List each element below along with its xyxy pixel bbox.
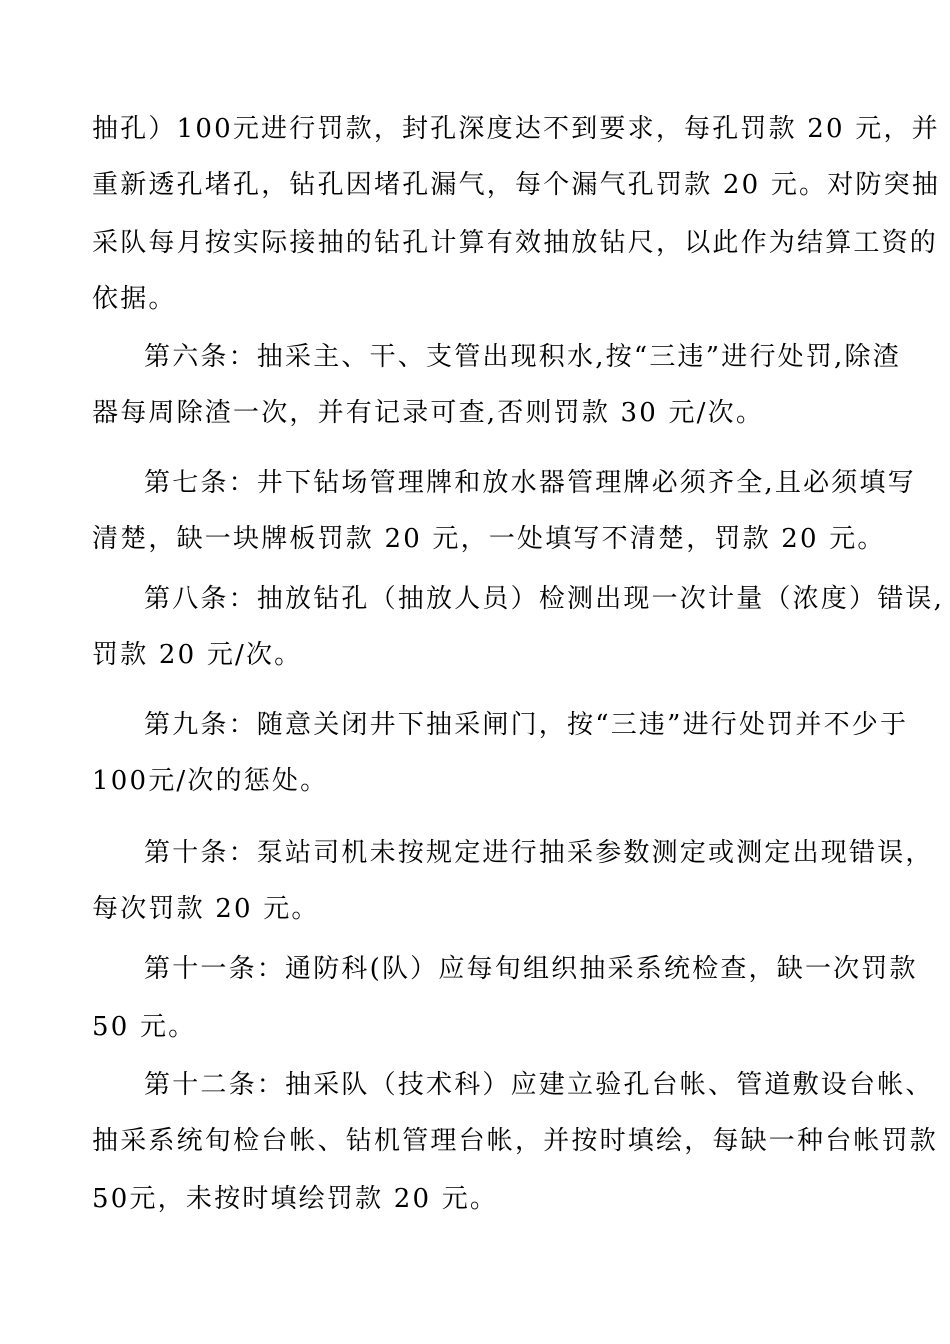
article-7-line-2: 清楚，缺一块牌板罚款 20 元，一处填写不清楚，罚款 20 元。 [92,524,886,554]
paragraph-5-line-3: 采队每月按实际接抽的钻孔计算有效抽放钻尺，以此作为结算工资的 [92,228,939,258]
article-10-line-1: 第十条：泵站司机未按规定进行抽采参数测定或测定出现错误， [144,838,934,868]
paragraph-5-line-4: 依据。 [92,284,177,314]
article-6-line-1: 第六条：抽采主、干、支管出现积水,按“三违”进行处罚,除渣 [144,342,901,372]
article-12-line-3: 50元，未按时填绘罚款 20 元。 [92,1184,499,1214]
article-9-line-2: 100元/次的惩处。 [92,766,329,796]
article-8-line-1: 第八条：抽放钻孔（抽放人员）检测出现一次计量（浓度）错误, [144,584,945,614]
article-8-line-2: 罚款 20 元/次。 [92,640,303,670]
paragraph-5-line-2: 重新透孔堵孔，钻孔因堵孔漏气，每个漏气孔罚款 20 元。对防突抽 [92,170,941,200]
article-9-line-1: 第九条：随意关闭井下抽采闸门，按“三违”进行处罚并不少于 [144,710,909,740]
article-7-line-1: 第七条：井下钻场管理牌和放水器管理牌必须齐全,且必须填写 [144,468,916,498]
article-6-line-2: 器每周除渣一次，并有记录可查,否则罚款 30 元/次。 [92,398,765,428]
article-12-line-2: 抽采系统旬检台帐、钻机管理台帐，并按时填绘，每缺一种台帐罚款 [92,1126,939,1156]
article-11-line-1: 第十一条：通防科(队）应每旬组织抽采系统检查，缺一次罚款 [144,954,918,984]
paragraph-5-line-1: 抽孔）100元进行罚款，封孔深度达不到要求，每孔罚款 20 元，并 [92,114,940,144]
article-10-line-2: 每次罚款 20 元。 [92,894,320,924]
article-12-line-1: 第十二条：抽采队（技术科）应建立验孔台帐、管道敷设台帐、 [144,1070,934,1100]
article-11-line-2: 50 元。 [92,1012,197,1042]
